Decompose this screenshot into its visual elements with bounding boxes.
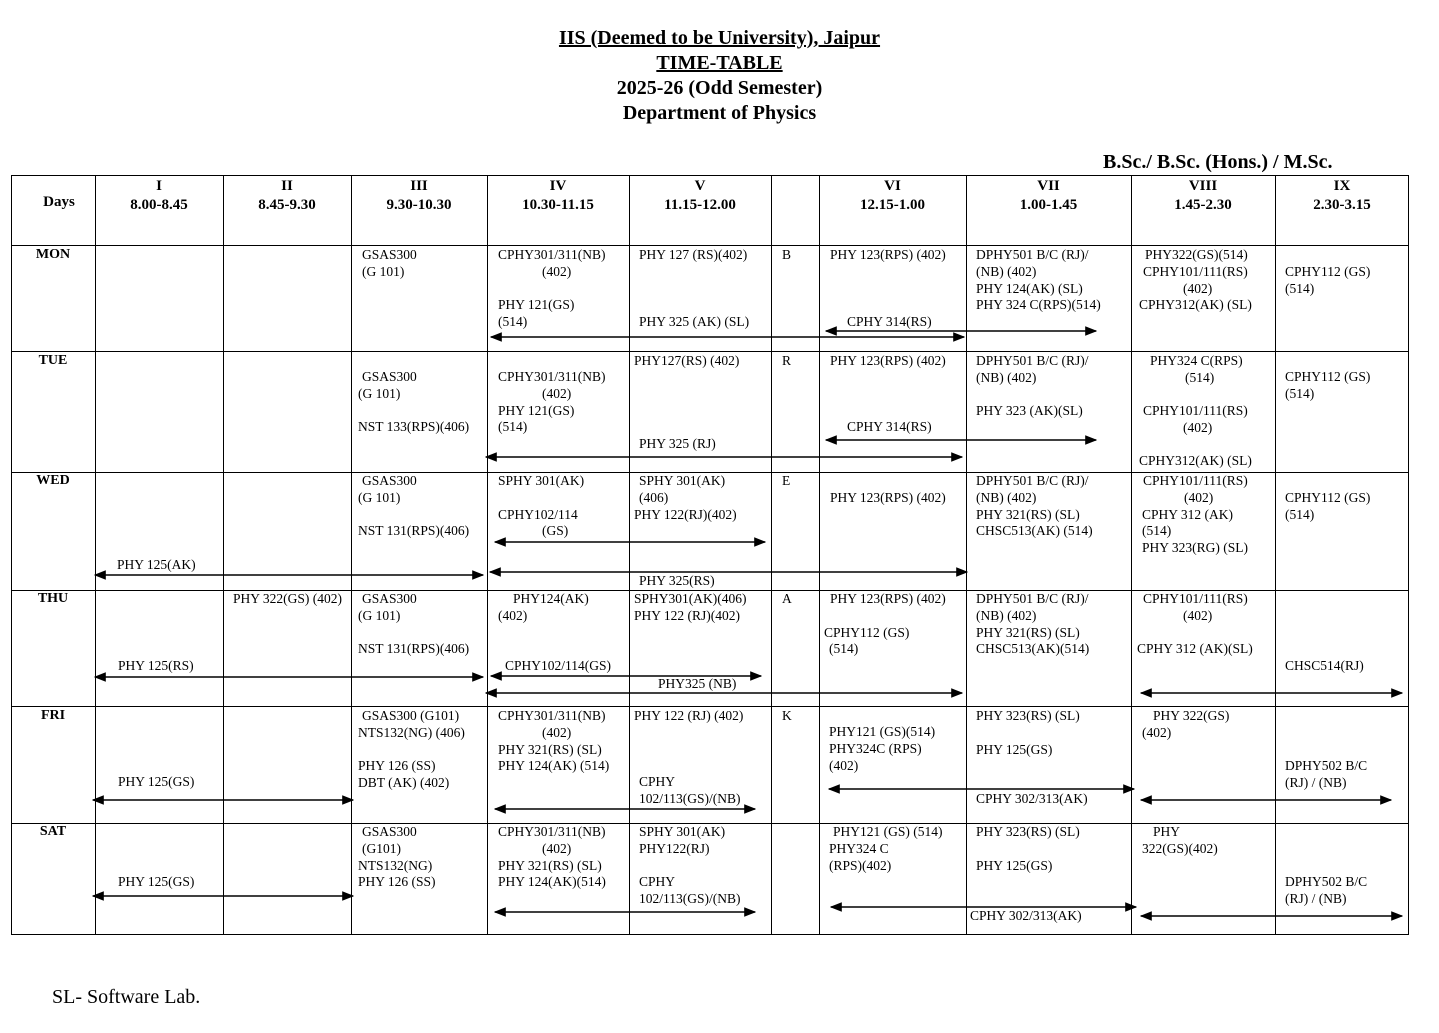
thu-p4b: CPHY102/114(GS)	[505, 658, 612, 673]
tue-p5b: PHY 325 (RJ)	[639, 436, 716, 451]
fri-p5a: PHY 122 (RJ) (402)	[634, 708, 744, 723]
thu-p8: CPHY101/111(RS) (402) CPHY 312 (AK)(SL)	[1137, 591, 1253, 657]
sat-p5: SPHY 301(AK) PHY122(RJ) CPHY 102/113(GS)/(NB)	[639, 824, 741, 907]
thu-p7: DPHY501 B/C (RJ)/ (NB) (402) PHY 321(RS) (SL) CHSC513(AK)(514)	[976, 591, 1090, 657]
sat-p7a: PHY 323(RS) (SL) PHY 125(GS)	[976, 824, 1080, 873]
fri-p6: PHY121 (GS)(514) PHY324C (RPS) (402)	[829, 724, 936, 773]
sat-p3: GSAS300 (G101) NTS132(NG) PHY 126 (SS)	[358, 824, 436, 890]
mon-p4b: PHY 121(GS) (514)	[498, 297, 575, 329]
tue-p8b: CPHY312(AK) (SL)	[1139, 453, 1252, 468]
day-label-wed: WED	[36, 473, 70, 488]
wed-p1: PHY 125(AK)	[117, 557, 196, 572]
day-label-fri: FRI	[40, 708, 66, 723]
thu-p5a: SPHY301(AK)(406) PHY 122 (RJ)(402)	[634, 591, 747, 623]
break-letter-k: K	[782, 708, 792, 723]
fri-p1: PHY 125(GS)	[118, 774, 195, 789]
thu-p6: PHY 123(RPS) (402) CPHY112 (GS) (514)	[824, 591, 946, 657]
tue-p4: CPHY301/311(NB) (402) PHY 121(GS) (514)	[498, 369, 606, 435]
fri-p7a: PHY 323(RS) (SL) PHY 125(GS)	[976, 708, 1080, 757]
sat-p8: PHY 322(GS)(402)	[1142, 824, 1218, 856]
fri-p5b: CPHY 102/113(GS)/(NB)	[639, 774, 741, 806]
period-header-6: VI 12.15-1.00	[860, 178, 925, 213]
sat-p9: DPHY502 B/C (RJ) / (NB)	[1285, 874, 1368, 906]
period-header-8: VIII 1.45-2.30	[1174, 178, 1232, 213]
mon-p4a: CPHY301/311(NB) (402)	[498, 247, 606, 279]
sat-p1: PHY 125(GS)	[118, 874, 195, 889]
period-header-9: IX 2.30-3.15	[1313, 178, 1371, 213]
document-title: TIME-TABLE	[656, 52, 783, 74]
tue-p9: CPHY112 (GS) (514)	[1285, 369, 1371, 401]
fri-p8: PHY 322(GS) (402)	[1142, 708, 1230, 740]
break-letter-a: A	[782, 591, 792, 606]
university-title: IIS (Deemed to be University), Jaipur	[558, 27, 881, 49]
period-header-1: I 8.00-8.45	[130, 178, 188, 213]
tue-p6b: CPHY 314(RS)	[847, 419, 932, 434]
day-label-mon: MON	[35, 247, 71, 262]
mon-p8: PHY322(GS)(514) CPHY101/111(RS) (402) CPHY312(AK) (SL)	[1139, 247, 1252, 313]
thu-p3: GSAS300 (G 101) NST 131(RPS)(406)	[358, 591, 470, 657]
period-header-4: IV 10.30-11.15	[522, 178, 594, 213]
wed-p5b: PHY 325(RS)	[639, 573, 715, 588]
fri-p4: CPHY301/311(NB) (402) PHY 321(RS) (SL) PHY 124(AK) (514)	[498, 708, 610, 774]
wed-p3: GSAS300 (G 101) NST 131(RPS)(406)	[358, 473, 470, 539]
mon-p6a: PHY 123(RPS) (402)	[830, 247, 946, 262]
fri-p3: GSAS300 (G101) NTS132(NG) (406) PHY 126 (SS) DBT (AK) (402)	[358, 708, 465, 791]
break-letter-e: E	[782, 473, 791, 488]
wed-p4: SPHY 301(AK) CPHY102/114 (GS)	[498, 473, 585, 539]
wed-p5a: SPHY 301(AK) (406) PHY 122(RJ)(402)	[634, 473, 737, 522]
fri-p7b: CPHY 302/313(AK)	[976, 791, 1088, 806]
tue-p8a: PHY324 C(RPS) (514) CPHY101/111(RS) (402)	[1143, 353, 1248, 436]
tue-p6a: PHY 123(RPS) (402)	[830, 353, 946, 368]
wed-p7: DPHY501 B/C (RJ)/ (NB) (402) PHY 321(RS) (SL) CHSC513(AK) (514)	[976, 473, 1093, 539]
period-header-5: V 11.15-12.00	[664, 178, 736, 213]
day-label-tue: TUE	[38, 353, 68, 368]
sat-p4: CPHY301/311(NB) (402) PHY 321(RS) (SL) PHY 124(AK)(514)	[498, 824, 606, 890]
period-header-7: VII 1.00-1.45	[1019, 178, 1078, 213]
mon-p5a: PHY 127 (RS)(402)	[639, 247, 748, 262]
thu-p1: PHY 125(RS)	[118, 658, 194, 673]
wed-p9: CPHY112 (GS) (514)	[1285, 490, 1371, 522]
thu-p2: PHY 322(GS) (402)	[233, 591, 342, 606]
mon-p5b: PHY 325 (AK) (SL)	[639, 314, 750, 329]
tue-p3: GSAS300 (G 101) NST 133(RPS)(406)	[358, 369, 470, 435]
mon-p9: CPHY112 (GS) (514)	[1285, 264, 1371, 296]
wed-p8: CPHY101/111(RS) (402) CPHY 312 (AK) (514) PHY 323(RG) (SL)	[1142, 473, 1248, 556]
thu-p4a: PHY124(AK) (402)	[498, 591, 589, 623]
days-header: Days	[43, 194, 75, 210]
sat-p7b: CPHY 302/313(AK)	[970, 908, 1082, 923]
period-header-2: II 8.45-9.30	[258, 178, 316, 213]
session-title: 2025-26 (Odd Semester)	[616, 77, 823, 99]
program-title: B.Sc./ B.Sc. (Hons.) / M.Sc.	[1103, 151, 1333, 173]
thu-p5b: PHY325 (NB)	[658, 676, 737, 691]
wed-p6: PHY 123(RPS) (402)	[830, 490, 946, 505]
thu-p9: CHSC514(RJ)	[1285, 658, 1364, 673]
sat-p6: PHY121 (GS) (514) PHY324 C (RPS)(402)	[829, 824, 943, 873]
footnote: SL- Software Lab.	[52, 986, 201, 1008]
fri-p9: DPHY502 B/C (RJ) / (NB)	[1285, 758, 1368, 790]
day-label-sat: SAT	[39, 824, 67, 839]
department-title: Department of Physics	[622, 102, 817, 124]
break-letter-r: R	[782, 353, 792, 368]
break-letter-b: B	[782, 247, 792, 262]
tue-p7: DPHY501 B/C (RJ)/ (NB) (402) PHY 323 (AK)(SL)	[976, 353, 1089, 419]
mon-p6b: CPHY 314(RS)	[847, 314, 932, 329]
day-label-thu: THU	[37, 591, 69, 606]
period-header-3: III 9.30-10.30	[386, 178, 452, 213]
mon-p7: DPHY501 B/C (RJ)/ (NB) (402) PHY 124(AK) (SL) PHY 324 C(RPS)(514)	[976, 247, 1101, 313]
tue-p5a: PHY127(RS) (402)	[634, 353, 740, 368]
mon-p3: GSAS300 (G 101)	[362, 247, 417, 279]
